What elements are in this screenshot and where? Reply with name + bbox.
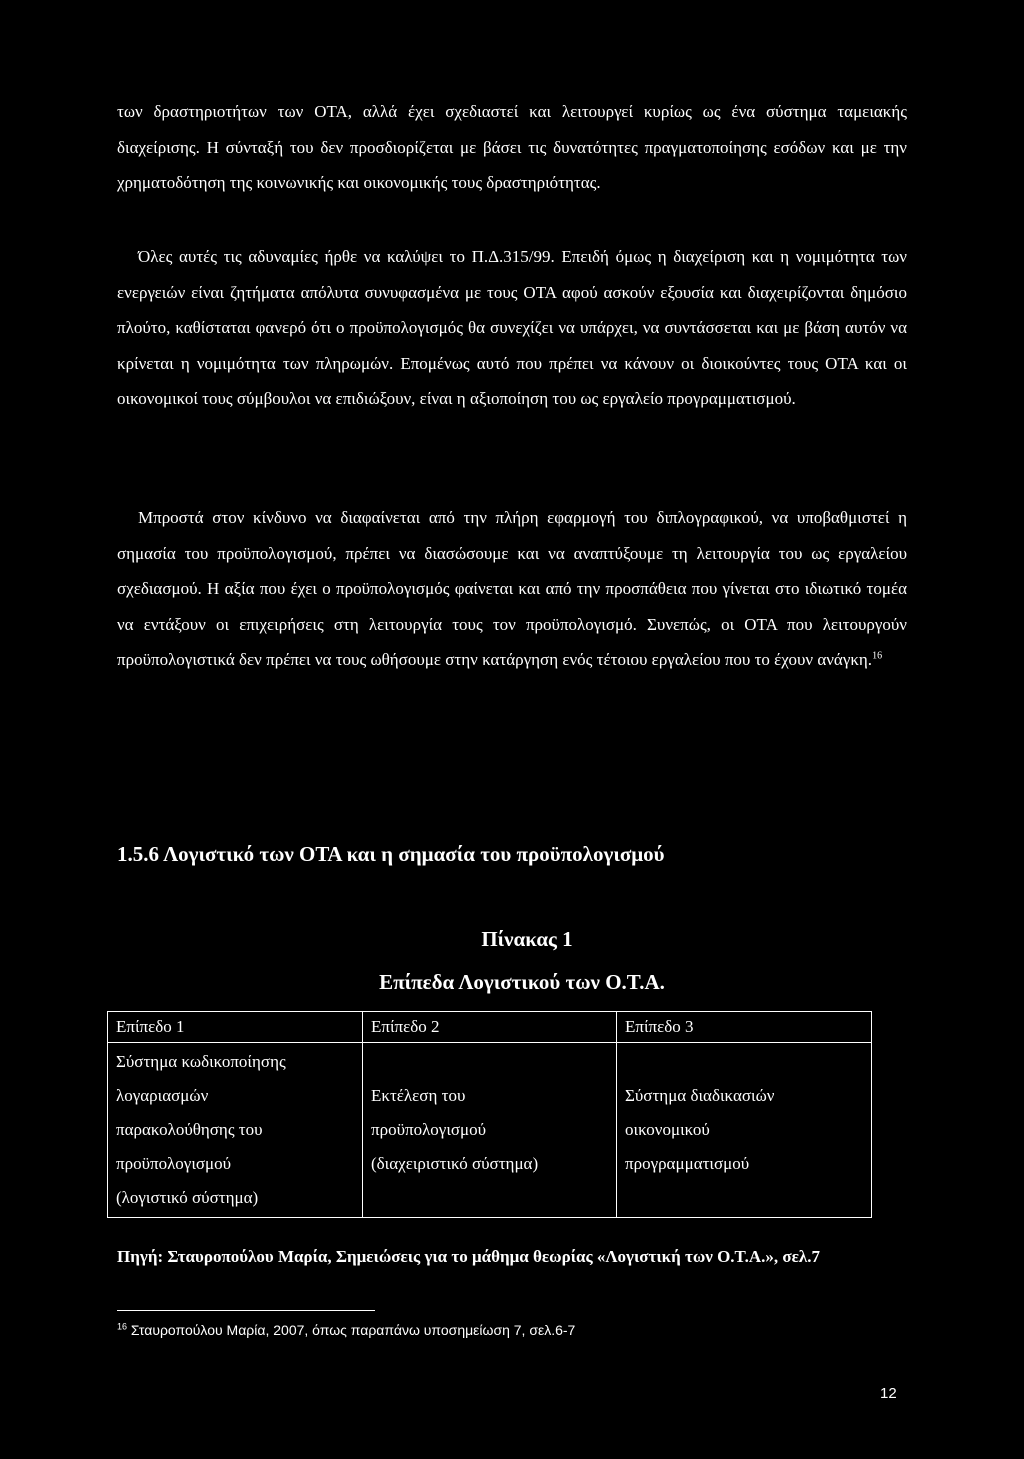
cell-line: παρακολούθησης του bbox=[116, 1120, 263, 1139]
section-heading: 1.5.6 Λογιστικό των ΟΤΑ και η σημασία του προϋπολογισμού bbox=[117, 842, 665, 866]
table-subtitle: Επίπεδα Λογιστικού των Ο.Τ.Α. bbox=[379, 970, 665, 994]
cell-line: (λογιστικό σύστημα) bbox=[116, 1188, 259, 1207]
paragraph-2-text: Όλες αυτές τις αδυναμίες ήρθε να καλύψει το Π.Δ.315/99. Επειδή όμως η διαχείριση και η νομιμότητα των ενεργειών είναι ζητήματα απόλυτα συνυφασμένα με τους ΟΤΑ αφού ασκούν εξουσία και διαχειρίζονται δημόσιο πλούτο, καθίσταται φανερό ότι ο προϋπολογισμός θα συνεχίζει να υπάρχει, να συντάσσεται και με βάση αυτόν να κρίνεται η νομιμότητα των πληρωμών. Επομένως αυτό που πρέπει να κάνουν οι διοικούντες τους ΟΤΑ και οι οικονομικοί τους σύμβουλοι να επιδιώξουν, είναι η αξιοποίηση του ως εργαλείο προγραμματισμού. bbox=[117, 247, 907, 408]
table-row bbox=[108, 1043, 872, 1218]
footnote bbox=[117, 1322, 575, 1338]
footnote-divider bbox=[117, 1310, 375, 1311]
table-cell-level-3 bbox=[617, 1043, 872, 1218]
table-header-cell: Επίπεδο 1 bbox=[108, 1012, 363, 1043]
cell-line: προϋπολογισμού bbox=[116, 1154, 232, 1173]
paragraph-2 bbox=[117, 239, 907, 417]
table-cell-level-2 bbox=[363, 1043, 617, 1218]
cell-line: προγραμματισμού bbox=[625, 1154, 750, 1173]
footnote-number: 16 bbox=[117, 1321, 128, 1332]
cell-line: οικονομικού bbox=[625, 1120, 710, 1139]
cell-line: (διαχειριστικό σύστημα) bbox=[371, 1154, 539, 1173]
table-title: Πίνακας 1 bbox=[481, 927, 573, 951]
cell-line: λογαριασμών bbox=[116, 1086, 209, 1105]
footnote-text: Σταυροπούλου Μαρία, 2007, όπως παραπάνω υποσημείωση 7, σελ.6-7 bbox=[127, 1322, 576, 1338]
cell-line: Σύστημα κωδικοποίησης bbox=[116, 1052, 286, 1071]
table-source-note: Πηγή: Σταυροπούλου Μαρία, Σημειώσεις για το μάθημα θεωρίας «Λογιστική των Ο.Τ.Α.», σελ.7 bbox=[117, 1247, 821, 1266]
table-cell-level-1 bbox=[108, 1043, 363, 1218]
paragraph-1 bbox=[117, 94, 907, 201]
footnote-reference[interactable]: 16 bbox=[872, 650, 883, 662]
page-number: 12 bbox=[880, 1385, 897, 1402]
table-header-cell: Επίπεδο 3 bbox=[617, 1012, 872, 1043]
cell-line: Εκτέλεση του bbox=[371, 1086, 466, 1105]
paragraph-3 bbox=[117, 500, 907, 678]
paragraph-3-text: Μπροστά στον κίνδυνο να διαφαίνεται από την πλήρη εφαρμογή του διπλογραφικού, να υποβαθμιστεί η σημασία του προϋπολογισμού, πρέπει να διασώσουμε και να αναπτύξουμε τη λειτουργία του ως εργαλείου σχεδιασμού. Η αξία που έχει ο προϋπολογισμός φαίνεται και από την προσπάθεια που γίνεται στο ιδιωτικό τομέα να εντάξουν οι επιχειρήσεις στη λειτουργία τους τον προϋπολογισμό. Συνεπώς, οι ΟΤΑ που λειτουργούν προϋπολογιστικά δεν πρέπει να τους ωθήσουμε στην κατάργηση ενός τέτοιου εργαλείου που το έχουν ανάγκη. bbox=[117, 508, 907, 669]
accounting-levels-table bbox=[107, 1011, 872, 1218]
table-header-row bbox=[108, 1012, 872, 1043]
table-header-cell: Επίπεδο 2 bbox=[363, 1012, 617, 1043]
cell-line: προϋπολογισμού bbox=[371, 1120, 487, 1139]
paragraph-1-text: των δραστηριοτήτων των ΟΤΑ, αλλά έχει σχεδιαστεί και λειτουργεί κυρίως ως ένα σύστημα ταμειακής διαχείρισης. Η σύνταξή του δεν προσδιορίζεται με βάσει τις δυνατότητες πραγματοποίησης εσόδων και με την χρηματοδότηση της κοινωνικής και οικονομικής τους δραστηριότητας. bbox=[117, 102, 907, 192]
cell-line: Σύστημα διαδικασιών bbox=[625, 1086, 775, 1105]
